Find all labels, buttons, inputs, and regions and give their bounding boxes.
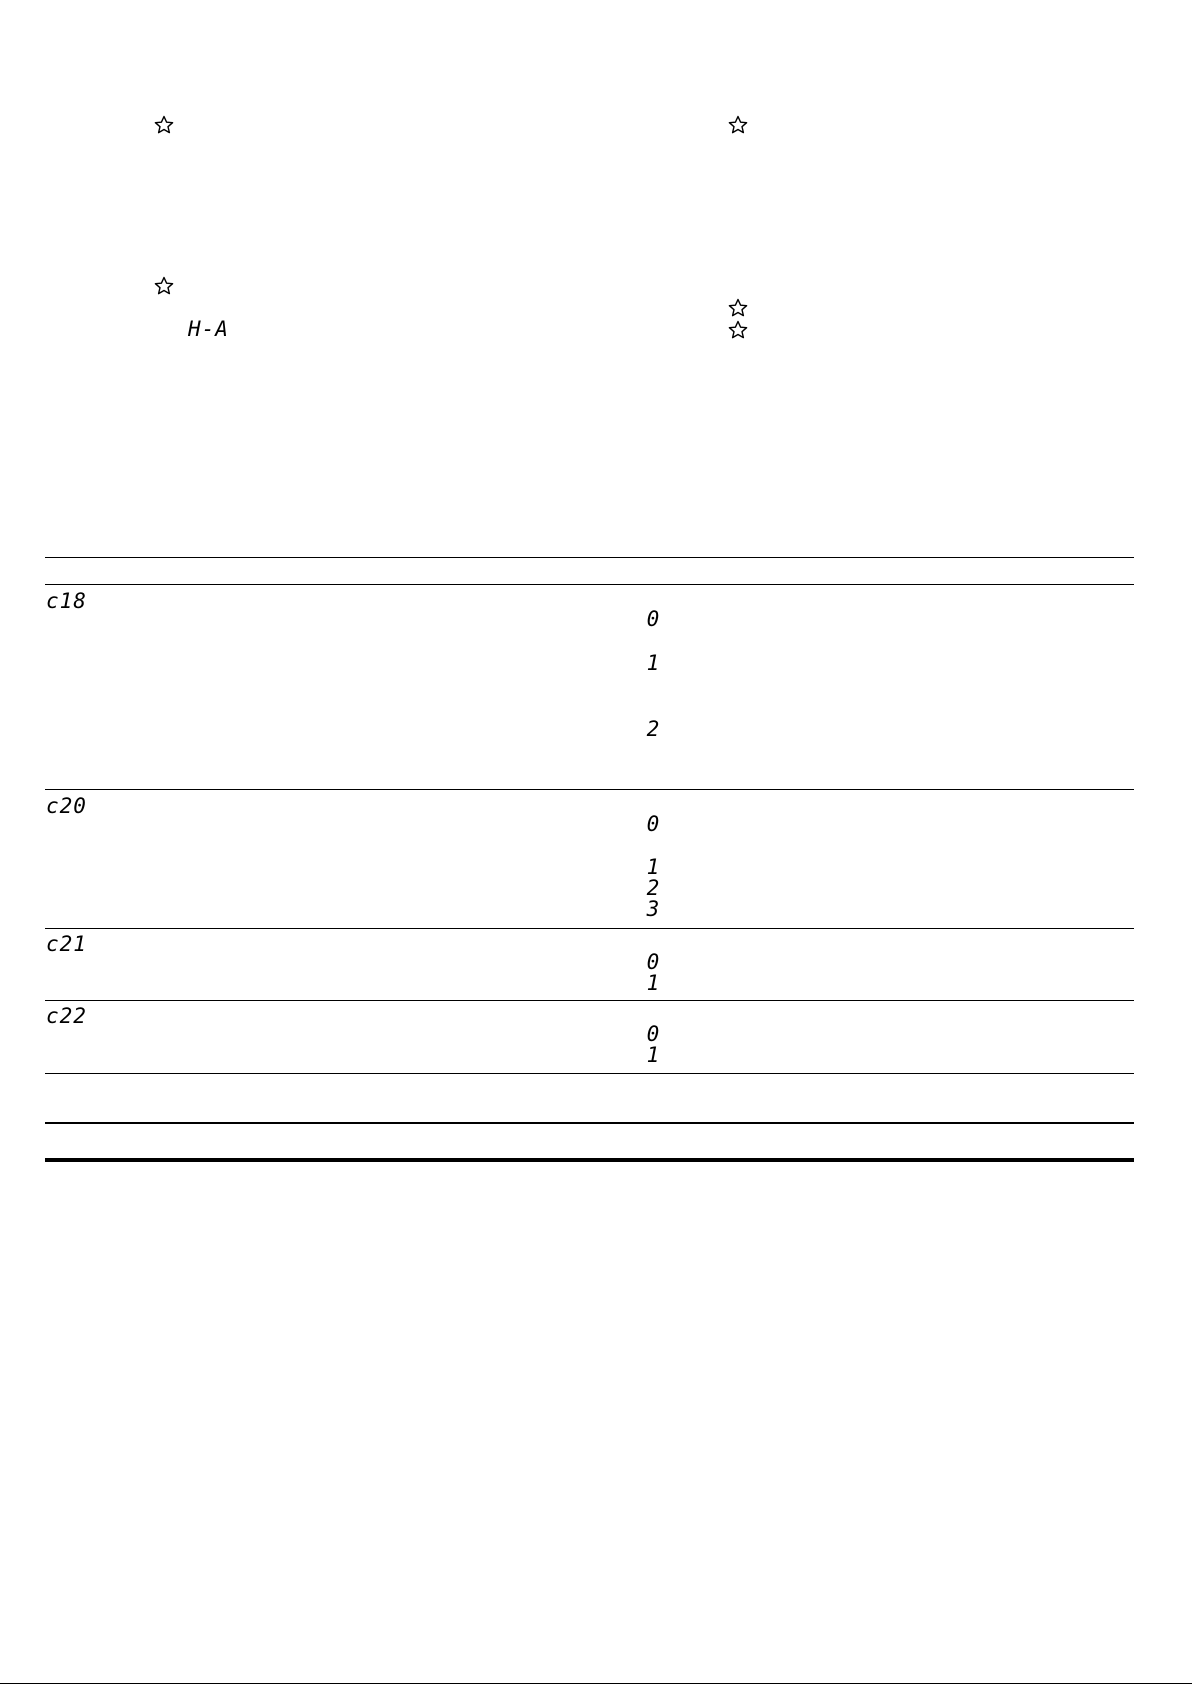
row-divider: [45, 1073, 1134, 1074]
setting-value: 1: [646, 651, 660, 675]
table-header-rule: [45, 584, 1134, 585]
setting-value: 0: [646, 950, 660, 974]
setting-value: 1: [646, 855, 660, 879]
star-outline-icon: [728, 298, 748, 318]
setting-value: 0: [646, 1022, 660, 1046]
setting-code-c18: c18: [46, 589, 87, 613]
setting-value: 0: [646, 607, 660, 631]
setting-value: 2: [646, 717, 660, 741]
star-outline-icon: [728, 115, 748, 135]
section-end-rule: [45, 1158, 1134, 1162]
setting-value: 1: [646, 971, 660, 995]
setting-code-c21: c21: [46, 932, 87, 956]
star-outline-icon: [728, 320, 748, 340]
table-top-rule: [45, 557, 1134, 558]
setting-value: 2: [646, 876, 660, 900]
display-code-ha: H-A: [188, 317, 229, 341]
row-divider: [45, 789, 1134, 790]
setting-value: 0: [646, 812, 660, 836]
setting-value: 3: [646, 897, 660, 921]
setting-code-c22: c22: [46, 1004, 87, 1028]
row-divider: [45, 1000, 1134, 1001]
table-bottom-rule: [45, 1122, 1134, 1124]
row-divider: [45, 928, 1134, 929]
setting-code-c20: c20: [46, 794, 87, 818]
star-outline-icon: [154, 276, 174, 296]
setting-value: 1: [646, 1043, 660, 1067]
star-outline-icon: [154, 115, 174, 135]
page-footer-rule: [0, 1683, 1192, 1684]
